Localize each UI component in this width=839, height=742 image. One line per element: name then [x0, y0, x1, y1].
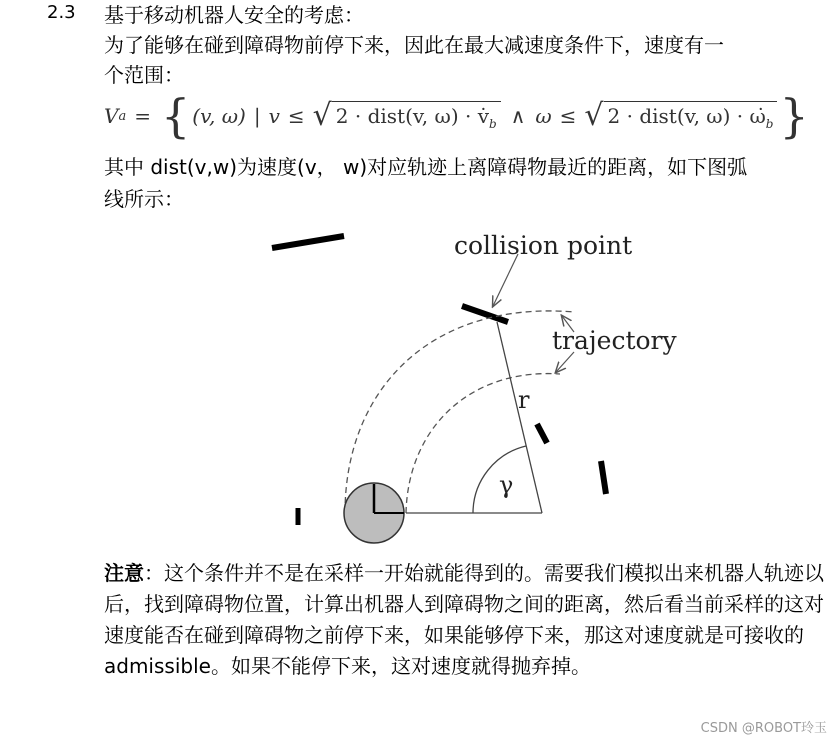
formula-cond2-inner: 2 · dist(v, ω) · ω̇ [607, 104, 766, 128]
obstacle-top-left [272, 236, 344, 248]
section-number: 2.3 [47, 2, 76, 23]
obstacle-far-right [601, 461, 606, 494]
formula-left-brace: { [160, 89, 191, 143]
intro-line-2: 个范围： [104, 63, 184, 87]
formula-cond2-sub: b [765, 117, 774, 131]
formula-leq-1: ≤ [287, 104, 305, 128]
note-paragraph [104, 558, 834, 682]
formula-cond2-var: ω [535, 104, 552, 128]
formula-lhs: V [104, 104, 119, 128]
formula-equals: = [134, 104, 151, 128]
angle-label: γ [499, 471, 514, 499]
formula-cond1-inner: 2 · dist(v, ω) · v̇ [335, 104, 490, 128]
formula-right-brace: } [779, 89, 809, 143]
explain-line-1: 其中 dist(v,w)为速度(v， w)对应轨迹上离障碍物最近的距离，如下图弧 [104, 155, 748, 179]
trajectory-pointer-lower [556, 352, 574, 372]
intro-line-1: 为了能够在碰到障碍物前停下来，因此在最大减速度条件下，速度有一 [104, 33, 724, 57]
collision-pointer [493, 254, 518, 306]
note-text: ：这个条件并不是在采样一开始就能得到的。需要我们模拟出来机器人轨迹以后，找到障碍物位置，计算出机器人到障碍物之间的距离，然后看当前采样的这对速度能否在碰到障碍物之前停下来，如果能够停下来，那这对速度就是可接收的 admissible。如果不能停下来，这对速度就得抛弃掉。 [104, 561, 824, 678]
formula-sqrt-2: √ 2 · dist(v, $\omega) \cdot \omegȧ_b$ [584, 101, 777, 131]
radius-label: r [518, 386, 530, 414]
watermark: CSDN @ROBOT玲玉 [700, 721, 827, 736]
formula-lhs-sub: a [118, 108, 127, 124]
formula-bar: | [253, 104, 261, 128]
formula-and: ∧ [510, 104, 526, 128]
obstacle-mid-right [537, 424, 547, 443]
section-heading: 基于移动机器人安全的考虑： [104, 3, 364, 27]
note-label: 注意 [104, 561, 144, 585]
collision-point-label: collision point [454, 231, 633, 260]
explain-line-2: 线所示： [104, 187, 184, 211]
formula-sqrt-1: √ 2 · dist(v, $\omega) \cdot v̇_b$ [313, 101, 501, 131]
formula-leq-2: ≤ [559, 104, 577, 128]
trajectory-label: trajectory [552, 326, 677, 355]
obstacle-collision [462, 306, 508, 322]
trajectory-outer-arc [345, 311, 575, 513]
formula-cond1-var: v [268, 104, 280, 128]
formula-pair: (v, ω) [192, 104, 246, 128]
formula-cond1-sub: b [489, 117, 497, 131]
